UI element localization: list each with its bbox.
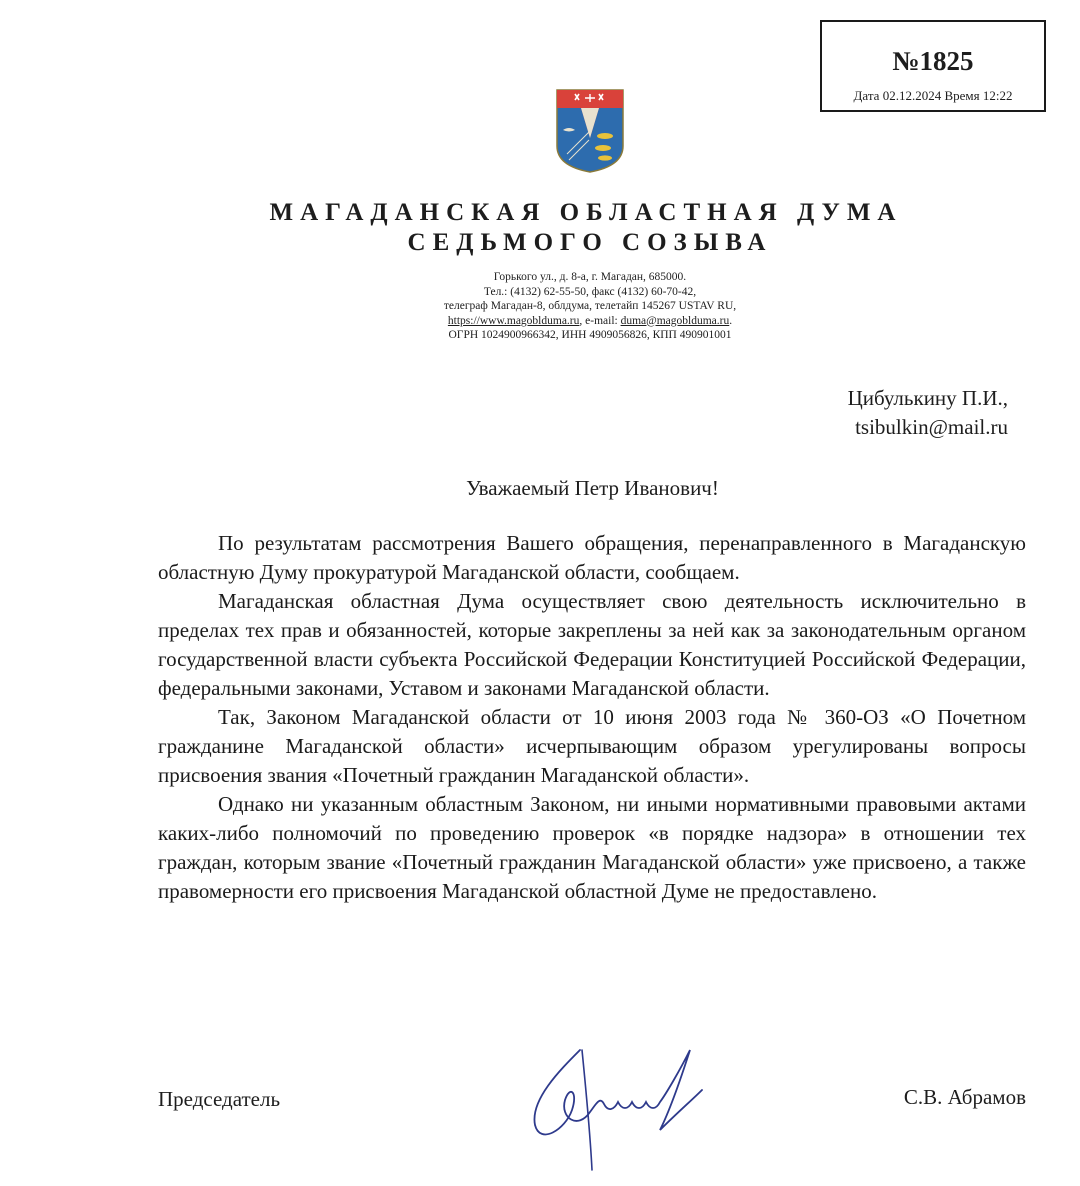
stamp-date: Дата 02.12.2024 Время 12:22 [853, 88, 1013, 103]
email-link[interactable]: duma@magoblduma.ru [620, 314, 730, 327]
telegraph-line: телеграф Магадан-8, облдума, телетайп 145267 USTAV RU, [443, 300, 737, 312]
signatory-name: С.В. Абрамов [903, 1085, 1026, 1109]
website-link[interactable]: https://www.magoblduma.ru [447, 314, 580, 327]
body-paragraph: Однако ни указанным областным Законом, ни иными нормативными правовыми актами каких-либо полномочий по проведению проверок «в порядке надзора» в отношении тех граждан, которым звание «Почетный гражданин Магаданской области» уже присвоено, а также правомерности его присвоения Магаданской областной Думе не предоставлено. [158, 792, 1026, 903]
stamp-number: №1825 [892, 46, 974, 76]
phone-line: Тел.: (4132) 62-55-50, факс (4132) 60-70-42, [483, 285, 697, 298]
handwritten-signature [520, 1030, 720, 1180]
letter-body [158, 529, 1026, 906]
letterhead-contacts [340, 270, 840, 343]
address-line: Горького ул., д. 8-а, г. Магадан, 685000. [493, 271, 687, 283]
body-paragraph: По результатам рассмотрения Вашего обращения, перенаправленного в Магаданскую областную Думу прокуратурой Магаданской области, сообщаем. [158, 531, 1026, 584]
registration-stamp [820, 20, 1046, 112]
org-name-line2: СЕДЬМОГО СОЗЫВА [407, 229, 773, 256]
email-suffix: . [729, 314, 733, 327]
coat-of-arms-icon [555, 88, 625, 174]
recipient-block [848, 384, 1008, 442]
greeting: Уважаемый Петр Иванович! [466, 476, 719, 500]
email-prefix: , e-mail: [579, 314, 621, 327]
signatory-title: Председатель [158, 1087, 281, 1111]
web-email-line [340, 314, 840, 329]
org-name-line1: МАГАДАНСКАЯ ОБЛАСТНАЯ ДУМА [269, 199, 903, 226]
body-paragraph: Так, Законом Магаданской области от 10 июня 2003 года № 360-ОЗ «О Почетном гражданине Магаданской области» исчерпывающим образом урегулированы вопросы присвоения звания «Почетный гражданин Магаданской области». [158, 705, 1026, 787]
registry-line: ОГРН 1024900966342, ИНН 4909056826, КПП 490901001 [448, 329, 732, 341]
body-paragraph: Магаданская областная Дума осуществляет свою деятельность исключительно в пределах тех прав и обязанностей, которые закреплены за ней как за законодательным органом государственной власти субъекта Российской Федерации Конституцией Российской Федерации, федеральными законами, Уставом и законами Магаданской области. [158, 589, 1026, 700]
recipient-name: Цибулькину П.И., [847, 386, 1008, 410]
recipient-email: tsibulkin@mail.ru [855, 415, 1008, 439]
